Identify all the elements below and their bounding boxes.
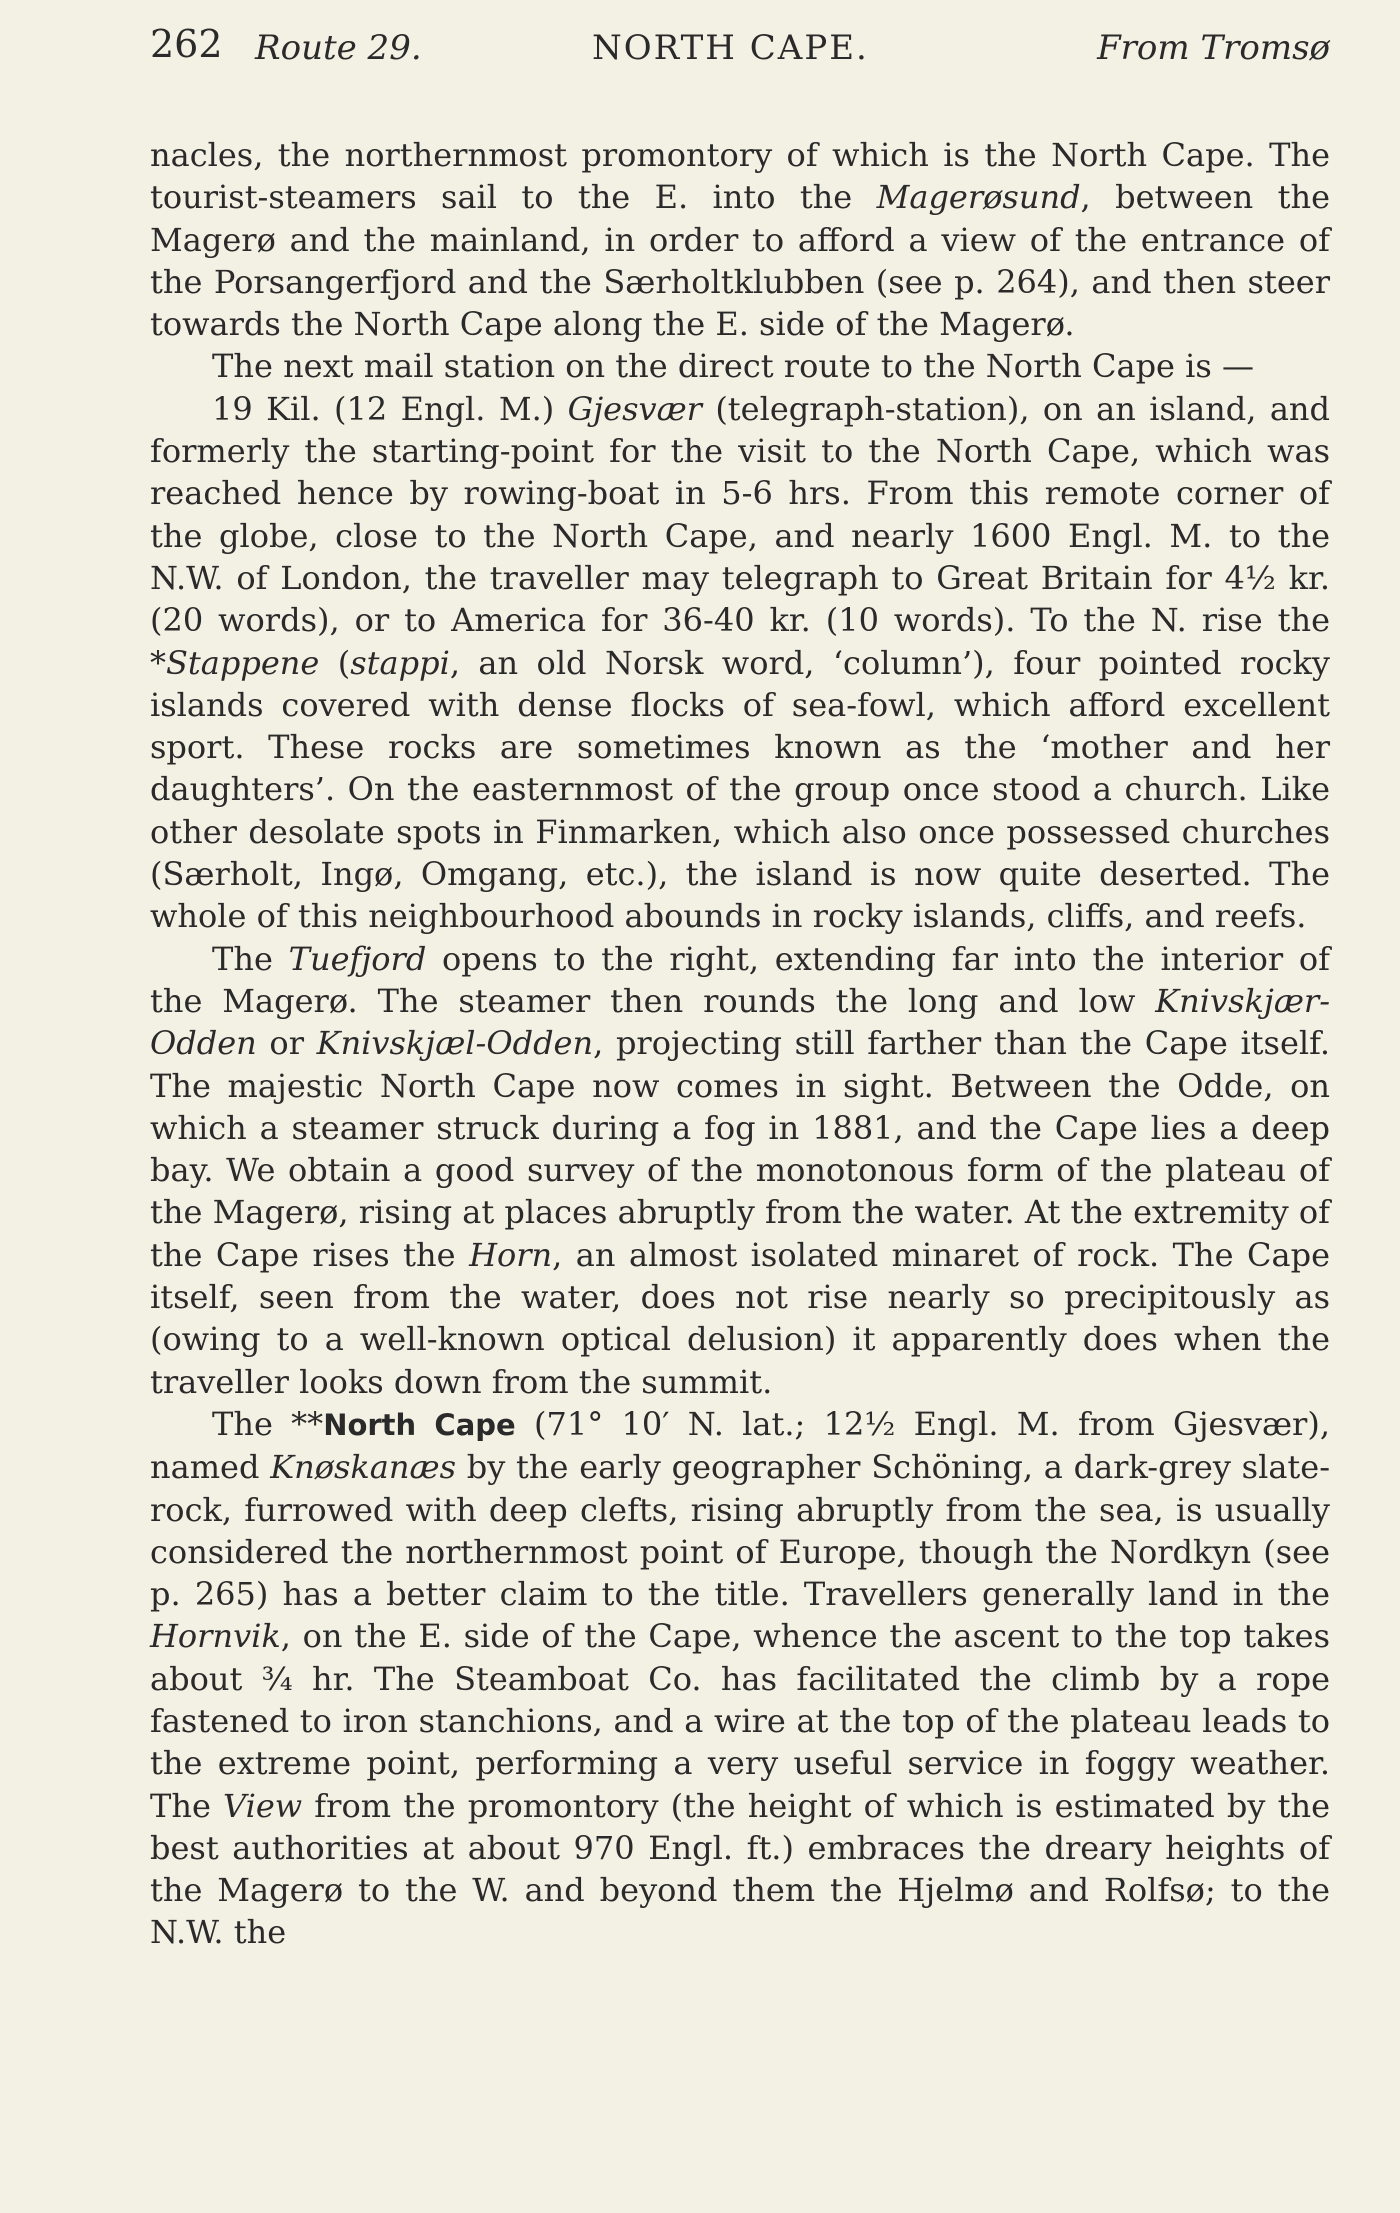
route-label: Route 29. <box>255 28 422 68</box>
text-run: 19 Kil. (12 Engl. M.) <box>212 389 568 428</box>
text-run: (telegraph-station), on an island, and formerly the starting-point for the visit to the North Cape, which was reached hence by rowing-boat in 5-6 hrs. From this remote corner of the globe, close to the North Cape, and nearly 1600 Engl. M. to the N.W. of London, the traveller may telegraph to Great Britain for 4½ kr. (20 words), or to America for 36-40 kr. (10 words). To the N. rise the * <box>150 389 1331 682</box>
italic-run: Stappene <box>166 643 320 682</box>
body-text <box>150 134 1330 1954</box>
italic-run: Knivskjær-Odden <box>150 981 1330 1063</box>
book-page <box>150 22 1330 1954</box>
paragraph-3 <box>150 388 1330 938</box>
text-run: , projecting still farther than the Cape itself. The majestic North Cape now comes in sight. Between the Odde, on which a steamer struck during a fog in 1881, and the Cape lies a deep bay. We obtain a good survey of the monotonous form of the plateau of the Magerø, rising at places abruptly from the water. At the extremity of the Cape rises the <box>150 1024 1330 1274</box>
italic-run: Knøskanæs <box>270 1448 456 1487</box>
italic-run: stappi <box>350 643 450 682</box>
italic-run: Magerøsund <box>876 178 1081 217</box>
bold-run: North Cape <box>323 1407 516 1442</box>
paragraph-4 <box>150 938 1330 1403</box>
text-run: , an almost isolated minaret of rock. The Cape itself, seen from the water, does not rise nearly so precipitously as (owing to a well-known optical delusion) it apparently does when the traveller looks down from the summit. <box>150 1235 1331 1401</box>
text-run: , between the Magerø and the mainland, in order to afford a view of the entrance of the Porsangerfjord and the Særholtklubben (see p. 264), and then steer towards the North Cape along the E. side of the Magerø. <box>150 178 1331 344</box>
running-header <box>150 22 1330 82</box>
text-run: The next mail station on the direct route to the North Cape is — <box>212 347 1254 386</box>
text-run: or <box>256 1024 317 1063</box>
text-run: ( <box>319 643 351 682</box>
page-number: 262 <box>150 22 223 66</box>
italic-run: Horn <box>469 1235 553 1274</box>
text-run: from the promontory (the height of which is estimated by the best authorities at about 970 Engl. ft.) embraces the dreary heights of the Magerø to the W. and beyond them the Hjelmø and Rolfsø; to the N.W. the <box>150 1786 1331 1952</box>
paragraph-1 <box>150 134 1330 345</box>
paragraph-5 <box>150 1403 1330 1954</box>
text-run: The <box>212 939 289 978</box>
paragraph-2 <box>150 345 1330 387</box>
text-run: (71° 10′ N. lat.; 12½ Engl. M. from Gjesvær), named <box>150 1404 1331 1487</box>
text-run: , an old Norsk word, ‘column’), four pointed rocky islands covered with dense flocks of sea-fowl, which afford excellent sport. These rocks are sometimes known as the ‘mother and her daughters’. On the easternmost of the group once stood a church. Like other desolate spots in Finmarken, which also once possessed churches (Særholt, Ingø, Omgang, etc.), the island is now quite deserted. The whole of this neighbourhood abounds in rocky islands, cliffs, and reefs. <box>150 643 1331 936</box>
italic-run: Tuefjord <box>288 939 427 978</box>
text-run: opens to the right, extending far into the interior of the Magerø. The steamer then rounds the long and low <box>150 939 1331 1020</box>
text-run: , on the E. side of the Cape, whence the ascent to the top takes about ¾ hr. The Steamboat Co. has facilitated the climb by a rope fastened to iron stanchions, and a wire at the top of the plateau leads to the extreme point, performing a very useful service in foggy weather. The <box>150 1617 1330 1825</box>
from-label: From Tromsø <box>1097 28 1330 68</box>
text-run: by the early geographer Schöning, a dark-grey slate-rock, furrowed with deep clefts, rising abruptly from the sea, is usually considered the northernmost point of Europe, though the Nordkyn (see p. 265) has a better claim to the title. Travellers generally land in the <box>150 1448 1330 1614</box>
text-run: The ** <box>212 1404 324 1443</box>
italic-run: Knivskjæl-Odden <box>316 1024 594 1063</box>
text-run: nacles, the northernmost promontory of which is the North Cape. The tourist-steamers sail to the E. into the <box>150 136 1330 217</box>
running-title: NORTH CAPE. <box>592 28 869 68</box>
italic-run: Gjesvær <box>567 389 702 428</box>
italic-run: View <box>223 1786 303 1825</box>
italic-run: Hornvik <box>150 1617 281 1656</box>
